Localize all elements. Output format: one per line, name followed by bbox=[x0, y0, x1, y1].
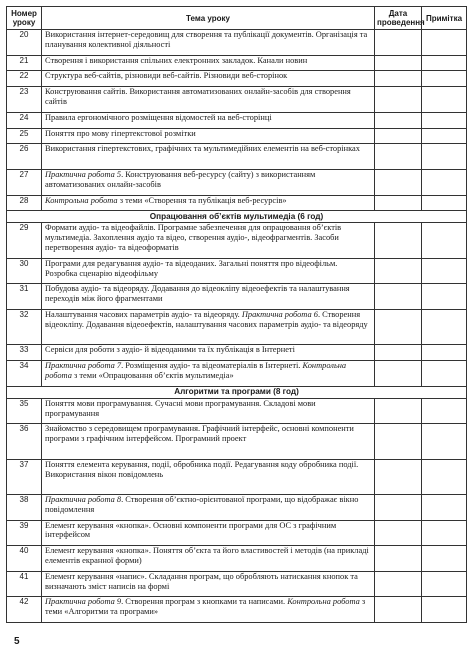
lesson-row bbox=[7, 169, 467, 195]
lesson-note-cell bbox=[422, 345, 467, 361]
lesson-date-cell bbox=[375, 597, 422, 623]
lesson-row bbox=[7, 597, 467, 623]
lesson-note-cell bbox=[422, 424, 467, 459]
topic-emphasis: Практична робота 9 bbox=[45, 597, 122, 607]
lesson-topic bbox=[42, 195, 375, 211]
lesson-row bbox=[7, 571, 467, 597]
lesson-topic bbox=[42, 398, 375, 424]
lesson-date-cell bbox=[375, 546, 422, 572]
lesson-row bbox=[7, 284, 467, 310]
lesson-topic bbox=[42, 112, 375, 128]
lesson-date-cell bbox=[375, 398, 422, 424]
lesson-number: 38 bbox=[7, 495, 42, 521]
lesson-topic bbox=[42, 424, 375, 459]
lesson-row bbox=[7, 195, 467, 211]
topic-emphasis: Контрольна робота bbox=[45, 361, 347, 380]
lesson-date-cell bbox=[375, 309, 422, 344]
lesson-number: 26 bbox=[7, 144, 42, 170]
lesson-note-cell bbox=[422, 112, 467, 128]
lesson-date-cell bbox=[375, 71, 422, 87]
table-body bbox=[7, 30, 467, 623]
lesson-topic bbox=[42, 495, 375, 521]
lesson-note-cell bbox=[422, 55, 467, 71]
lesson-date-cell bbox=[375, 128, 422, 144]
topic-emphasis: Контрольна робота bbox=[45, 195, 118, 205]
lesson-topic bbox=[42, 258, 375, 284]
lesson-number: 25 bbox=[7, 128, 42, 144]
header-date: Дата проведення bbox=[375, 7, 422, 30]
lesson-note-cell bbox=[422, 597, 467, 623]
topic-text: Формати аудіо- та відеофайлів. Програмне забезпечення для опрацювання об’єктів мультимедіа. Захоплення аудіо та відео, створення аудіо-, відеофрагментів. Засоби перетворення аудіо- та відеоформатів bbox=[45, 223, 342, 252]
header-note: Примітка bbox=[422, 7, 467, 30]
lesson-row bbox=[7, 398, 467, 424]
lesson-row bbox=[7, 345, 467, 361]
lesson-row bbox=[7, 144, 467, 170]
lesson-topic bbox=[42, 361, 375, 387]
lesson-note-cell bbox=[422, 169, 467, 195]
lesson-date-cell bbox=[375, 112, 422, 128]
section-title: Опрацювання об’єктів мультимедіа (6 год) bbox=[7, 211, 467, 223]
lesson-row bbox=[7, 112, 467, 128]
topic-emphasis: Практична робота 6 bbox=[241, 309, 318, 319]
topic-text: Програми для редагування аудіо- та відеоданих. Загальні поняття про відеофільм. Розробка сценарію відеофільму bbox=[45, 258, 338, 278]
lesson-topic bbox=[42, 128, 375, 144]
section-title: Алгоритми та програми (8 год) bbox=[7, 386, 467, 398]
lesson-number: 22 bbox=[7, 71, 42, 87]
lesson-number: 33 bbox=[7, 345, 42, 361]
header-lesson-topic: Тема уроку bbox=[42, 7, 375, 30]
lesson-topic bbox=[42, 144, 375, 170]
lesson-note-cell bbox=[422, 258, 467, 284]
lesson-row bbox=[7, 258, 467, 284]
lesson-note-cell bbox=[422, 495, 467, 521]
lesson-date-cell bbox=[375, 520, 422, 546]
topic-text: Елемент керування «кнопка». Основні компоненти програми для ОС з графічним інтерфейсом bbox=[45, 520, 337, 540]
lesson-date-cell bbox=[375, 223, 422, 258]
lesson-row bbox=[7, 71, 467, 87]
page-number: 5 bbox=[14, 636, 20, 647]
lesson-row bbox=[7, 128, 467, 144]
lesson-date-cell bbox=[375, 87, 422, 113]
lesson-row bbox=[7, 55, 467, 71]
lesson-note-cell bbox=[422, 571, 467, 597]
topic-emphasis: Контрольна робота bbox=[287, 597, 360, 607]
lesson-note-cell bbox=[422, 71, 467, 87]
topic-text: Сервіси для роботи з аудіо- й відеоданими та їх публікація в Інтернеті bbox=[45, 345, 295, 355]
lesson-number: 24 bbox=[7, 112, 42, 128]
lesson-number: 27 bbox=[7, 169, 42, 195]
lesson-row bbox=[7, 520, 467, 546]
lesson-date-cell bbox=[375, 284, 422, 310]
lesson-date-cell bbox=[375, 195, 422, 211]
lesson-topic bbox=[42, 223, 375, 258]
lesson-number: 39 bbox=[7, 520, 42, 546]
topic-text: . Розміщення аудіо- та відеоматеріалів в Інтернеті. bbox=[121, 361, 303, 371]
lesson-date-cell bbox=[375, 459, 422, 494]
lesson-number: 29 bbox=[7, 223, 42, 258]
lesson-number: 31 bbox=[7, 284, 42, 310]
lesson-number: 30 bbox=[7, 258, 42, 284]
topic-text: Конструювання сайтів. Використання автоматизованих онлайн-засобів для створення сайтів bbox=[45, 87, 351, 106]
topic-text: Елемент керування «кнопка». Поняття об’єкта та його властивостей і методів (на прикладі елементів екранної форми) bbox=[45, 546, 369, 566]
lesson-date-cell bbox=[375, 55, 422, 71]
lesson-number: 21 bbox=[7, 55, 42, 71]
lesson-topic bbox=[42, 459, 375, 494]
topic-text: Використання гіпертекстових, графічних та мультимедійних елементів на веб-сторінках bbox=[45, 144, 360, 154]
lesson-note-cell bbox=[422, 87, 467, 113]
lesson-note-cell bbox=[422, 361, 467, 387]
lesson-number: 36 bbox=[7, 424, 42, 459]
topic-text: . Створення об’єктно-орієнтованої програми, що відображає вікно повідомлення bbox=[45, 495, 359, 514]
topic-emphasis: Практична робота 8 bbox=[45, 495, 122, 505]
section-row bbox=[7, 386, 467, 398]
topic-text: . Створення програм з кнопками та написами. bbox=[121, 597, 288, 607]
lesson-note-cell bbox=[422, 223, 467, 258]
lesson-number: 32 bbox=[7, 309, 42, 344]
lesson-topic bbox=[42, 55, 375, 71]
lesson-note-cell bbox=[422, 309, 467, 344]
lesson-row bbox=[7, 30, 467, 56]
topic-text: Поняття мови програмування. Сучасні мови програмування. Складові мови програмування bbox=[45, 398, 316, 418]
topic-text: Структура веб-сайтів, різновиди веб-сайтів. Різновиди веб-сторінок bbox=[45, 71, 288, 81]
topic-text: з теми «Алгоритми та програми» bbox=[45, 597, 366, 617]
lesson-row bbox=[7, 495, 467, 521]
topic-text: Елемент керування «напис». Складання програм, що обробляють натискання кнопок та визначають зміст написів на формі bbox=[45, 571, 358, 591]
lesson-note-cell bbox=[422, 546, 467, 572]
lesson-date-cell bbox=[375, 361, 422, 387]
topic-text: Знайомство з середовищем програмування. Графічний інтерфейс, основні компоненти програми з графічним інтерфейсом. Програмний проект bbox=[45, 424, 354, 444]
lesson-number: 28 bbox=[7, 195, 42, 211]
lesson-note-cell bbox=[422, 459, 467, 494]
lesson-note-cell bbox=[422, 398, 467, 424]
lesson-date-cell bbox=[375, 495, 422, 521]
lesson-row bbox=[7, 424, 467, 459]
lesson-number: 34 bbox=[7, 361, 42, 387]
topic-text: Правила ергономічного розміщення відомостей на веб-сторінці bbox=[45, 112, 272, 122]
lesson-topic bbox=[42, 309, 375, 344]
lesson-row bbox=[7, 223, 467, 258]
lesson-number: 35 bbox=[7, 398, 42, 424]
section-row bbox=[7, 211, 467, 223]
topic-text: Побудова аудіо- та відеоряду. Додавання до відеокліпу відеоефектів та налаштування переходів між його фрагментами bbox=[45, 284, 350, 304]
lesson-date-cell bbox=[375, 258, 422, 284]
lesson-row bbox=[7, 546, 467, 572]
lesson-number: 37 bbox=[7, 459, 42, 494]
topic-text: Поняття елемента керування, події, обробника події. Редагування коду обробника події. Використання вікон повідомлень bbox=[45, 459, 359, 479]
lesson-row bbox=[7, 459, 467, 494]
lesson-topic bbox=[42, 87, 375, 113]
lesson-note-cell bbox=[422, 520, 467, 546]
lesson-plan-table bbox=[6, 6, 467, 623]
lesson-note-cell bbox=[422, 195, 467, 211]
lesson-date-cell bbox=[375, 345, 422, 361]
lesson-number: 23 bbox=[7, 87, 42, 113]
lesson-row bbox=[7, 309, 467, 344]
lesson-note-cell bbox=[422, 30, 467, 56]
topic-text: . Створення відеокліпу. Додавання відеоефектів, налаштування часових параметрів аудіо- та відеоряду bbox=[45, 309, 368, 329]
topic-text: Використання інтернет-середовищ для створення та публікації документів. Організація та планування колективної діяльності bbox=[45, 30, 368, 49]
lesson-topic bbox=[42, 546, 375, 572]
lesson-topic bbox=[42, 71, 375, 87]
lesson-row bbox=[7, 87, 467, 113]
lesson-date-cell bbox=[375, 169, 422, 195]
lesson-topic bbox=[42, 30, 375, 56]
lesson-plan-page bbox=[6, 6, 466, 647]
topic-emphasis: Практична робота 7 bbox=[45, 361, 122, 371]
lesson-topic bbox=[42, 520, 375, 546]
lesson-row bbox=[7, 361, 467, 387]
lesson-topic bbox=[42, 169, 375, 195]
lesson-number: 20 bbox=[7, 30, 42, 56]
topic-text: Поняття про мову гіпертекстової розмітки bbox=[45, 128, 196, 138]
lesson-date-cell bbox=[375, 144, 422, 170]
lesson-date-cell bbox=[375, 571, 422, 597]
topic-text: . Конструювання веб-ресурсу (сайту) з використанням автоматизованих онлайн-засобів bbox=[45, 169, 316, 189]
lesson-date-cell bbox=[375, 424, 422, 459]
lesson-date-cell bbox=[375, 30, 422, 56]
topic-text: з теми «Опрацювання об’єктів мультимедіа» bbox=[71, 370, 234, 380]
lesson-topic bbox=[42, 284, 375, 310]
lesson-note-cell bbox=[422, 128, 467, 144]
lesson-number: 40 bbox=[7, 546, 42, 572]
lesson-number: 42 bbox=[7, 597, 42, 623]
table-header-row bbox=[7, 7, 467, 30]
topic-emphasis: Практична робота 5 bbox=[45, 169, 122, 179]
lesson-note-cell bbox=[422, 144, 467, 170]
topic-text: Налаштування часових параметрів аудіо- та відеоряду. bbox=[45, 309, 242, 319]
lesson-topic bbox=[42, 571, 375, 597]
topic-text: з теми «Створення та публікація веб-ресурсів» bbox=[117, 195, 287, 205]
topic-text: Створення і використання спільних електронних закладок. Канали новин bbox=[45, 55, 308, 65]
header-lesson-number: Номер уроку bbox=[7, 7, 42, 30]
lesson-number: 41 bbox=[7, 571, 42, 597]
lesson-note-cell bbox=[422, 284, 467, 310]
lesson-topic bbox=[42, 597, 375, 623]
lesson-topic bbox=[42, 345, 375, 361]
